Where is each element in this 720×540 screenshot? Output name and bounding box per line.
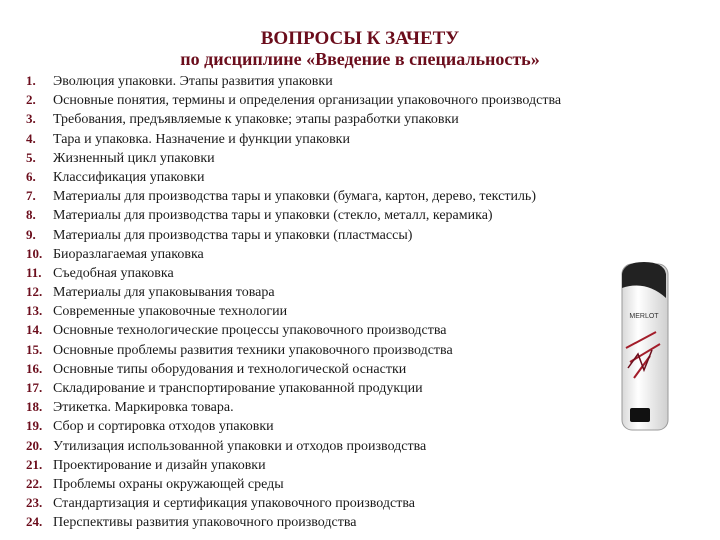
list-item: [26, 359, 561, 378]
list-item: [26, 301, 561, 320]
list-item: [26, 378, 561, 397]
item-text: Стандартизация и сертификация упаковочного производства: [53, 496, 415, 512]
item-text: Жизненный цикл упаковки: [53, 150, 215, 166]
item-text: Классификация упаковки: [53, 169, 205, 185]
item-text: Съедобная упаковка: [53, 265, 174, 281]
item-text: Материалы для производства тары и упаковки (пластмассы): [53, 227, 413, 243]
item-text: Основные технологические процессы упаковочного производства: [53, 323, 447, 339]
list-item: [26, 340, 561, 359]
list-item: [26, 416, 561, 435]
item-number: 21.: [26, 456, 43, 472]
list-item: [26, 129, 561, 148]
list-item: [26, 282, 561, 301]
item-number: 8.: [26, 207, 36, 223]
item-text: Перспективы развития упаковочного производства: [53, 515, 357, 531]
package-label: MERLOT: [629, 313, 659, 320]
item-text: Основные проблемы развития техники упаковочного производства: [53, 342, 453, 358]
item-number: 24.: [26, 514, 43, 530]
item-number: 15.: [26, 341, 43, 357]
wine-package-image: [616, 258, 672, 434]
item-number: 2.: [26, 92, 36, 108]
item-number: 23.: [26, 495, 43, 511]
item-number: 18.: [26, 399, 43, 415]
item-number: 14.: [26, 322, 43, 338]
item-number: 11.: [26, 264, 42, 280]
list-item: [26, 167, 561, 186]
item-text: Проектирование и дизайн упаковки: [53, 457, 266, 473]
list-item: [26, 205, 561, 224]
question-list: [26, 71, 561, 532]
item-text: Материалы для упаковывания товара: [53, 285, 275, 301]
item-text: Этикетка. Маркировка товара.: [53, 400, 234, 416]
list-item: [26, 512, 561, 531]
list-item: [26, 186, 561, 205]
item-number: 9.: [26, 226, 36, 242]
item-text: Материалы для производства тары и упаковки (бумага, картон, дерево, текстиль): [53, 189, 536, 205]
item-text: Эволюция упаковки. Этапы развития упаковки: [53, 74, 333, 89]
item-number: 10.: [26, 245, 43, 261]
list-item: [26, 109, 561, 128]
item-number: 6.: [26, 168, 36, 184]
item-text: Складирование и транспортирование упакованной продукции: [53, 381, 423, 396]
page-subtitle: по дисциплине «Введение в специальность»: [180, 49, 540, 69]
item-number: 22.: [26, 475, 43, 491]
list-item: [26, 320, 561, 339]
item-text: Требования, предъявляемые к упаковке; этапы разработки упаковки: [53, 112, 459, 128]
page-title: ВОПРОСЫ К ЗАЧЕТУ: [260, 28, 460, 49]
list-item: [26, 436, 561, 455]
item-number: 17.: [26, 380, 43, 395]
item-number: 12.: [26, 284, 43, 300]
item-text: Биоразлагаемая упаковка: [53, 246, 204, 262]
item-number: 19.: [26, 418, 43, 434]
item-text: Современные упаковочные технологии: [53, 304, 288, 320]
item-number: 1.: [26, 73, 36, 88]
item-number: 5.: [26, 149, 36, 165]
item-number: 3.: [26, 111, 36, 127]
list-item: [26, 493, 561, 512]
list-item: [26, 474, 561, 493]
item-text: Проблемы охраны окружающей среды: [53, 476, 284, 492]
list-item: [26, 90, 561, 109]
item-text: Основные понятия, термины и определения организации упаковочного производства: [53, 93, 562, 109]
list-item: [26, 148, 561, 167]
item-number: 7.: [26, 188, 36, 204]
list-item: [26, 225, 561, 244]
item-text: Сбор и сортировка отходов упаковки: [53, 419, 274, 435]
item-number: 16.: [26, 360, 43, 376]
item-text: Основные типы оборудования и технологической оснастки: [53, 361, 407, 377]
item-number: 13.: [26, 303, 43, 319]
list-item: [26, 455, 561, 474]
item-text: Утилизация использованной упаковки и отходов производства: [53, 438, 427, 454]
list-item: [26, 71, 561, 90]
list-item: [26, 244, 561, 263]
list-item: [26, 263, 561, 282]
list-item: [26, 397, 561, 416]
item-number: 20.: [26, 437, 43, 453]
item-text: Материалы для производства тары и упаковки (стекло, металл, керамика): [53, 208, 493, 224]
item-text: Тара и упаковка. Назначение и функции упаковки: [53, 131, 350, 147]
item-number: 4.: [26, 130, 36, 146]
